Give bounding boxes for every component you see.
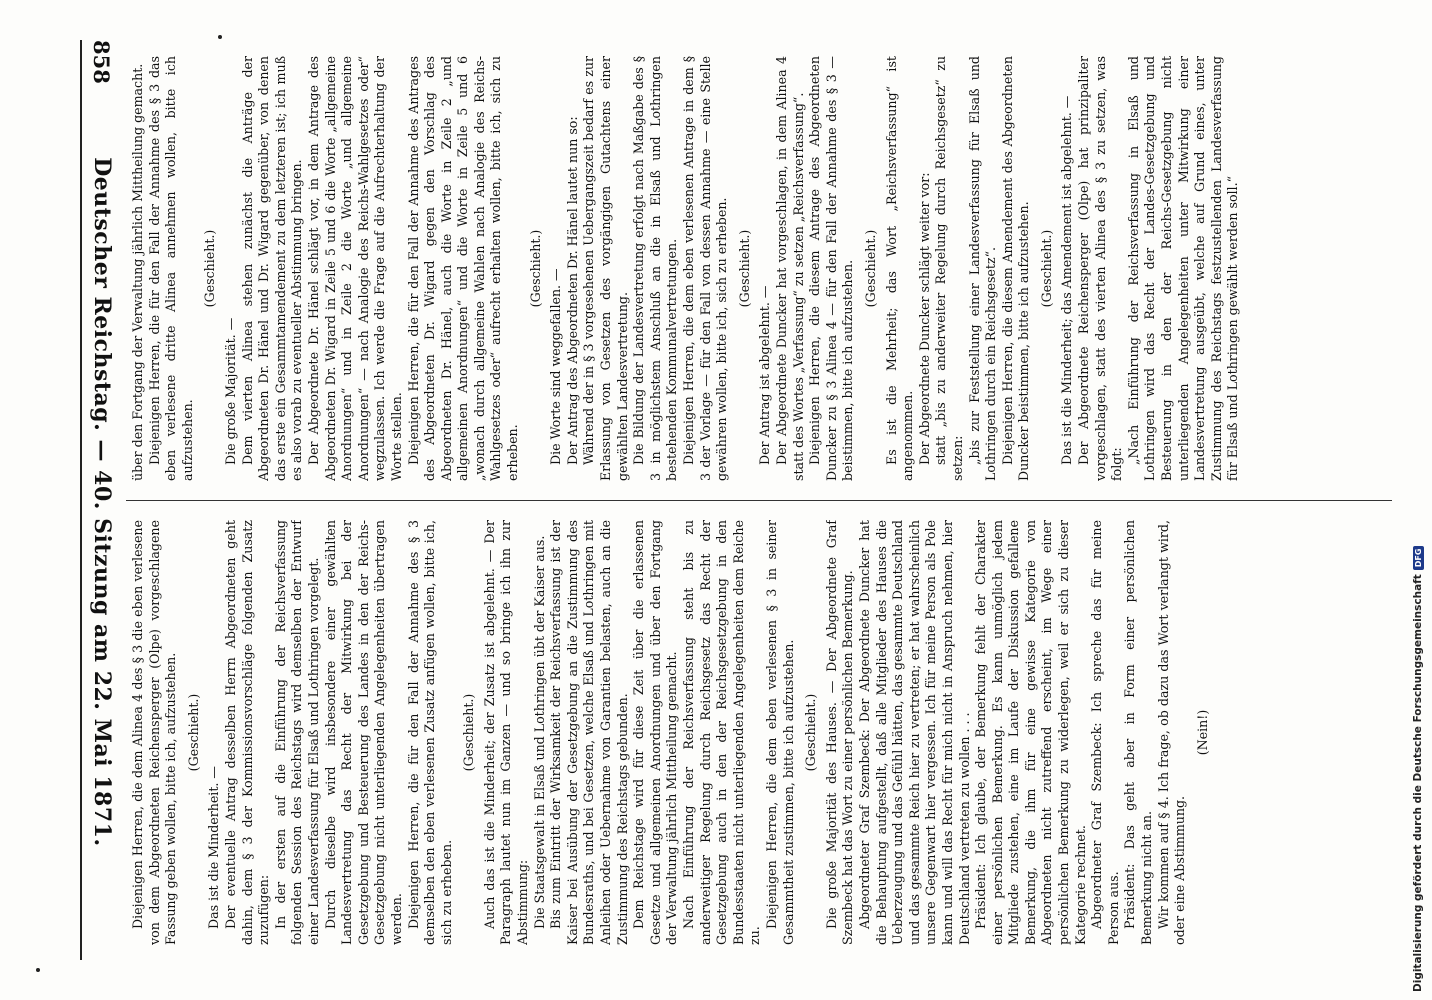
- paragraph: Es ist die Mehrheit; das Wort „Reichsverfassung“ ist angenommen.: [883, 56, 916, 481]
- digitization-note: [1412, 432, 1432, 992]
- paragraph: über den Fortgang der Verwaltung jährlich Mittheilung gemacht.: [130, 63, 145, 481]
- scan-dot: [36, 968, 40, 972]
- stage-direction: (Geschieht.): [862, 229, 878, 308]
- paragraph: Der Abgeordnete Reichensperger (Olpe) hat prinzipaliter vorgeschlagen, statt des vierten Alinea des § 3 zu setzen, was folgt:: [1076, 56, 1125, 481]
- stage-direction: (Geschieht.): [736, 229, 752, 308]
- paragraph: Auch das ist die Minderheit; der Zusatz ist abgelehnt. — Der Paragraph lautet nun im Ganzen — und so bringe ich ihn zur Abstimmung:: [481, 520, 531, 945]
- speech: Präsident: Das geht aber in Form einer persönlichen Bemerkung nicht an.: [1122, 520, 1155, 945]
- page-header: [82, 40, 122, 960]
- quoted-text: Bis zum Eintritt der Wirksamkeit der Reichsverfassung ist der Kaiser bei Ausübung der Gesetzgebung an die Zustimmung des Bundesraths, und bei Gesetzen, welche Elsaß und Lothringen mit Anleihen oder Uebernahme von Garantien belasten, auch an die Zustimmung des Reichstags gebunden.: [548, 520, 630, 945]
- speech: Präsident: Ich glaube, der Bemerkung fehlt der Charakter einer persönlichen Bemerkung. Es kann unmöglich jedem Mitgliede zustehen, eine im Laufe der Diskussion gefallene Bemerkung, die ihm für eine gewisse Kategorie von Abgeordneten nicht zutreffend erscheint, im Wege einer persönlichen Bemerkung zu widerlegen, weil er sich zu dieser Kategorie rechnet.: [973, 520, 1088, 945]
- quoted-text: statt „bis zu anderweiter Regelung durch Reichsgesetz“ zu setzen:: [933, 56, 965, 481]
- right-column: [130, 520, 1392, 945]
- quoted-text: Die Bildung der Landesvertretung erfolgt nach Maßgabe des § 3 in möglichstem Anschluß an die in Elsaß und Lothringen bestehenden Kommunalvertretungen.: [631, 56, 680, 481]
- paragraph: Die große Majorität. —: [222, 317, 238, 465]
- dfg-logo: DFG: [1413, 546, 1424, 571]
- paragraph: Der Antrag ist abgelehnt. —: [757, 285, 773, 465]
- left-column: [130, 56, 1392, 481]
- stage-direction: (Geschieht.): [202, 229, 218, 308]
- paragraph: Dem vierten Alinea stehen zunächst die Anträge der Abgeordneten Dr. Hänel und Dr. Wigard gegenüber, von denen das erste ein Gesammtamendement zu dem letzteren ist; ich muß es also vorab zu eventueller Abstimmung bringen.: [239, 56, 305, 481]
- paragraph: Der Abgeordnete Dr. Hänel schlägt vor, in dem Antrage des Abgeordneten Dr. Wigard in Zeile 5 und 6 die Worte „allgemeine Anordnungen“ und in Zeile 2 die Worte „und allgemeine Anordnungen“ — nach Analogie des Reichs-Wahlgesetzes oder“ wegzulassen. Ich werde die Frage auf die Aufrechterhaltung der Worte stellen.: [305, 56, 404, 481]
- paragraph: Die Worte sind weggefallen. —: [548, 268, 564, 465]
- paragraph: Das ist die Minderheit. —: [206, 766, 222, 929]
- paragraph: Der Antrag des Abgeordneten Dr. Hänel lautet nun so:: [564, 116, 580, 465]
- stage-direction: (Geschieht.): [527, 229, 543, 308]
- quoted-text: Nach Einführung der Reichsverfassung steht bis zu anderweitiger Regelung durch Reichsgesetz das Recht der Gesetzgebung auch in den der Reichsgesetzgebung in den Bundesstaaten nicht unterliegenden Angelegenheiten dem Reiche zu.: [681, 520, 763, 945]
- stage-direction: (Geschieht.): [1038, 229, 1054, 308]
- quoted-text: „Nach Einführung der Reichsverfassung in Elsaß und Lothringen wird das Recht der Landes-Gesetzgebung und Besteuerung in den der Reichs-Gesetzgebung nicht unterliegenden Angelegenheiten unter Mitwirkung einer Landesvertretung ausgeübt, welche auf Grund eines, unter Zustimmung des Reichstags festzustellenden Landesverfassung für Elsaß und Lothringen gewählt werden soll.“: [1125, 56, 1241, 481]
- paragraph: Die große Majorität des Hauses. — Der Abgeordnete Graf Szembeck hat das Wort zu einer persönlichen Bemerkung.: [823, 520, 856, 945]
- column-divider: [126, 500, 1392, 501]
- quoted-text: Die Staatsgewalt in Elsaß und Lothringen übt der Kaiser aus.: [531, 535, 547, 929]
- quoted-text: In der ersten auf die Einführung der Reichsverfassung folgenden Session des Reichstags wird demselben der Entwurf einer Landesverfassung für Elsaß und Lothringen vorgelegt.: [272, 520, 321, 945]
- quoted-text: Durch dieselbe wird insbesondere einer gewählten Landesvertretung das Recht der Mitwirkung bei der Gesetzgebung und Besteuerung des Landes in den der Reichs-Gesetzgebung nicht unterliegenden Angelegenheiten übertragen werden.: [322, 520, 404, 945]
- paragraph: Wir kommen auf § 4. Ich frage, ob dazu das Wort verlangt wird, oder eine Abstimmung.: [1155, 520, 1188, 945]
- quoted-text: Während der in § 3 vorgesehenen Uebergangszeit bedarf es zur Erlassung von Gesetzen des vorgängigen Gutachtens einer gewählten Landesvertretung.: [581, 56, 630, 481]
- quoted-text: „bis zur Feststellung einer Landesverfassung für Elsaß und Lothringen durch ein Reichsgesetz“.: [966, 56, 999, 481]
- stage-direction: (Geschieht.): [185, 693, 201, 772]
- paragraph: Diejenigen Herren, die dem Alinea 4 des § 3 die eben verlesene von dem Abgeordneten Reichensperger (Olpe) vorgeschlagene Fassung geben wollen, bitte ich, aufzustehen.: [130, 520, 179, 945]
- header-rule: [80, 40, 82, 960]
- paragraph: Der Abgeordnete Duncker schlägt weiter vor:: [916, 172, 932, 465]
- digitization-note-text: Digitalisierung gefördert durch die Deutsche Forschungsgemeinschaft: [1412, 574, 1424, 992]
- stage-direction: (Nein!): [1194, 709, 1210, 756]
- paragraph: Diejenigen Herren, die dem eben verlesenen § 3 in seiner Gesammtheit zustimmen, bitte ich aufzustehen.: [763, 520, 796, 945]
- paragraph: Diejenigen Herren, die diesem Amendement des Abgeordneten Duncker beistimmen, bitte ich aufzustehen.: [999, 56, 1032, 481]
- paragraph: Das ist die Minderheit; das Amendement ist abgelehnt. —: [1059, 95, 1075, 465]
- quoted-text: Dem Reichstage wird für diese Zeit über die erlassenen Gesetze und allgemeinen Anordnungen und über den Fortgang der Verwaltung jährlich Mittheilung gemacht.: [631, 520, 680, 945]
- speech: Abgeordneter Graf Szembeck: Der Abgeordnete Duncker hat die Behauptung aufgestellt, daß alle Mitglieder des Hauses die Ueberzeugung und das Gefühl hätten, das gesammte Deutschland und das gesammte Reich hier zu vertreten; er hat wahrscheinlich unsere Gegenwart hier vergessen. Ich für meine Person als Pole kann und will das Recht für mich nicht in Anspruch nehmen, hier Deutschland vertreten zu wollen . . .: [856, 520, 972, 945]
- paragraph: Diejenigen Herren, die dem eben verlesenen Antrage in dem § 3 der Vorlage — für den Fall von dessen Annahme — eine Stelle gewähren wollen, bitte ich, sich zu erheben.: [681, 56, 730, 481]
- paragraph: Diejenigen Herren, die für den Fall der Annahme des § 3 demselben den eben verlesenen Zusatz anfügen wollen, bitte ich, sich zu erheben.: [405, 520, 454, 945]
- paragraph: Diejenigen Herren, die für den Fall der Annahme des Antrages des Abgeordneten Dr. Wigard gegen den Vorschlag des Abgeordneten Dr. Hänel, auch die Worte in Zeile 2 „und allgemeinen Anordnungen“ und die Worte in Zeile 5 und 6 „wonach durch allgemeine Wahlen nach Analogie des Reichs-Wahlgesetzes oder“ aufrecht erhalten wollen, bitte ich, sich zu erheben.: [405, 56, 521, 481]
- speech: Abgeordneter Graf Szembeck: Ich spreche das für meine Person aus.: [1089, 520, 1121, 945]
- page-title: Deutscher Reichstag. — 40. Sitzung am 22. Mai 1871.: [89, 157, 115, 847]
- paragraph: Der Abgeordnete Duncker hat vorgeschlagen, in dem Alinea 4 statt des Wortes „Verfassung“ zu setzen „Reichsverfassung“.: [773, 56, 806, 481]
- paragraph: Diejenigen Herren, die für den Fall der Annahme des § 3 das eben verlesene dritte Alinea annehmen wollen, bitte ich aufzustehen.: [146, 56, 195, 481]
- paragraph: Der eventuelle Antrag desselben Herrn Abgeordneten geht dahin, dem § 3 der Kommissionsvorschläge folgenden Zusatz zuzufügen:: [222, 520, 272, 945]
- stage-direction: (Geschieht.): [461, 693, 477, 772]
- stage-direction: (Geschieht.): [803, 693, 819, 772]
- scan-dot: [218, 35, 222, 39]
- page-number: 858: [89, 40, 115, 84]
- paragraph: Diejenigen Herren, die diesem Antrage des Abgeordneten Duncker zu § 3 Alinea 4 — für den Fall der Annahme des § 3 — beistimmen, bitte ich aufzustehen.: [807, 56, 856, 481]
